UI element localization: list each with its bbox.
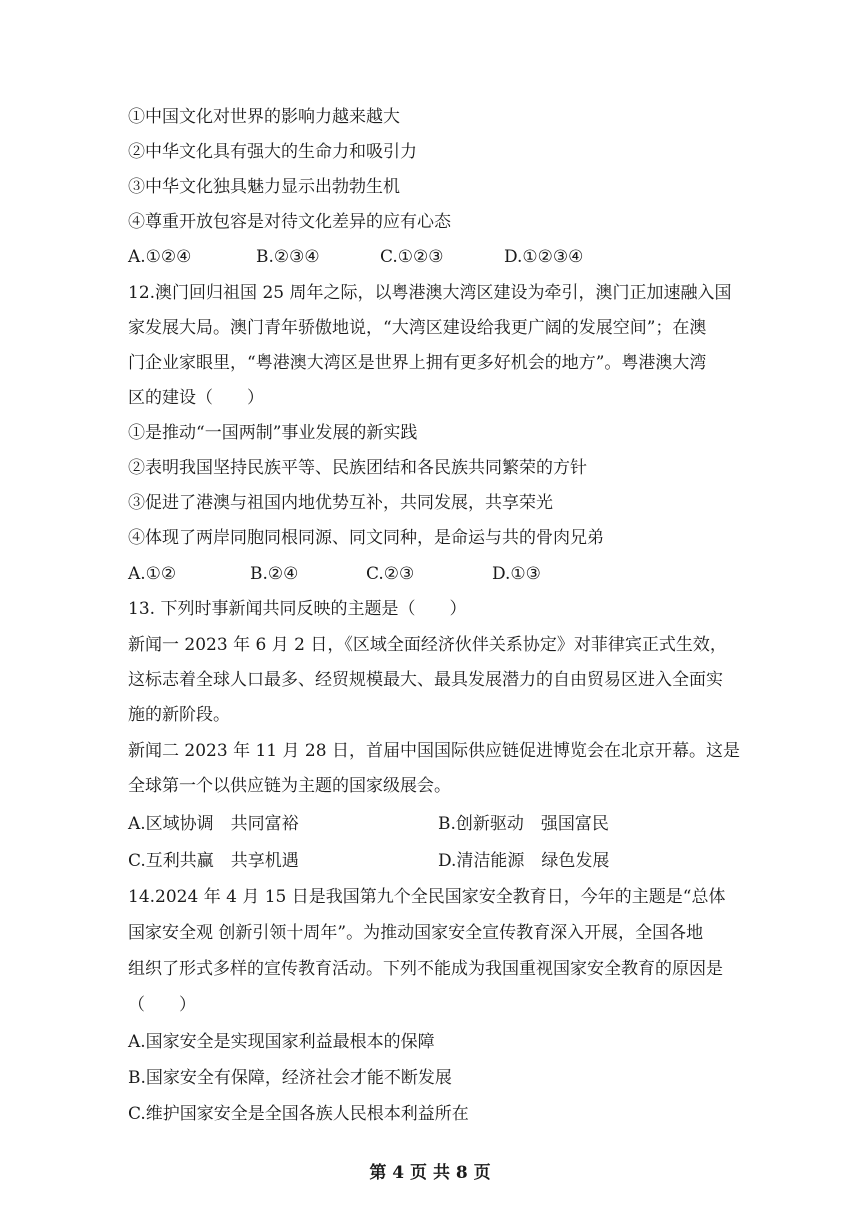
q13-option-d: D.清洁能源 绿色发展: [438, 851, 610, 871]
q11-option-c: C.①②③: [380, 247, 444, 267]
q13-news-line-1: 新闻一 2023 年 6 月 2 日，《区域全面经济伙伴关系协定》对菲律宾正式生效，: [128, 635, 727, 655]
q11-option-d: D.①②③④: [504, 247, 584, 267]
q14-option-a: A.国家安全是实现国家利益最根本的保障: [128, 1032, 435, 1052]
q12-option-d: D.①③: [492, 564, 541, 584]
q14-option-c: C.维护国家安全是全国各族人民根本利益所在: [128, 1104, 469, 1124]
q12-option-c: C.②③: [366, 564, 415, 584]
q13-options-row-2: [128, 850, 758, 872]
q12-stem-line-1: 12.澳门回归祖国 25 周年之际，以粤港澳大湾区建设为牵引，澳门正加速融入国: [128, 283, 732, 303]
q12-item-1: ①是推动“一国两制”事业发展的新实践: [128, 423, 418, 443]
q12-option-a: A.①②: [128, 564, 177, 584]
q14-stem-line-2: 国家安全观 创新引领十周年”。为推动国家安全宣传教育深入开展，全国各地: [128, 923, 704, 943]
q11-item-3: ③中华文化独具魅力显示出勃勃生机: [128, 177, 400, 197]
q11-option-a: A.①②④: [128, 247, 192, 267]
q13-option-b: B.创新驱动 强国富民: [438, 814, 609, 834]
q12-item-4: ④体现了两岸同胞同根同源、同文同种，是命运与共的骨肉兄弟: [128, 528, 604, 548]
q14-option-b: B.国家安全有保障，经济社会才能不断发展: [128, 1068, 452, 1088]
q12-item-3: ③促进了港澳与祖国内地优势互补，共同发展，共享荣光: [128, 493, 553, 513]
q12-stem-line-4: 区的建设（ ）: [128, 388, 264, 408]
q13-option-c: C.互利共赢 共享机遇: [128, 851, 299, 871]
q13-news-line-2: 这标志着全球人口最多、经贸规模最大、最具发展潜力的自由贸易区进入全面实: [128, 670, 723, 690]
q11-item-1: ①中国文化对世界的影响力越来越大: [128, 107, 400, 127]
q13-news-line-5: 全球第一个以供应链为主题的国家级展会。: [128, 776, 451, 796]
q12-stem-line-3: 门企业家眼里，“粤港澳大湾区是世界上拥有更多好机会的地方”。粤港澳大湾: [128, 353, 707, 373]
q12-item-2: ②表明我国坚持民族平等、民族团结和各民族共同繁荣的方针: [128, 458, 587, 478]
q11-item-4: ④尊重开放包容是对待文化差异的应有心态: [128, 212, 451, 232]
q12-option-b: B.②④: [250, 564, 299, 584]
q11-item-2: ②中华文化具有强大的生命力和吸引力: [128, 142, 417, 162]
q13-news-line-4: 新闻二 2023 年 11 月 28 日，首届中国国际供应链促进博览会在北京开幕。这是: [128, 741, 740, 761]
q13-option-a: A.区域协调 共同富裕: [128, 814, 299, 834]
q13-news-line-3: 施的新阶段。: [128, 705, 230, 725]
q13-options-row-1: [128, 813, 758, 835]
q14-stem-line-1: 14.2024 年 4 月 15 日是我国第九个全民国家安全教育日，今年的主题是“总体: [128, 887, 726, 907]
q12-stem-line-2: 家发展大局。澳门青年骄傲地说，“大湾区建设给我更广阔的发展空间”；在澳: [128, 318, 707, 338]
page-footer: 第 4 页 共 8 页: [369, 1163, 491, 1183]
q13-stem: 13. 下列时事新闻共同反映的主题是（ ）: [128, 599, 467, 619]
q14-stem-line-4: （ ）: [128, 995, 196, 1015]
q11-option-b: B.②③④: [256, 247, 320, 267]
q14-stem-line-3: 组织了形式多样的宣传教育活动。下列不能成为我国重视国家安全教育的原因是: [128, 959, 723, 979]
